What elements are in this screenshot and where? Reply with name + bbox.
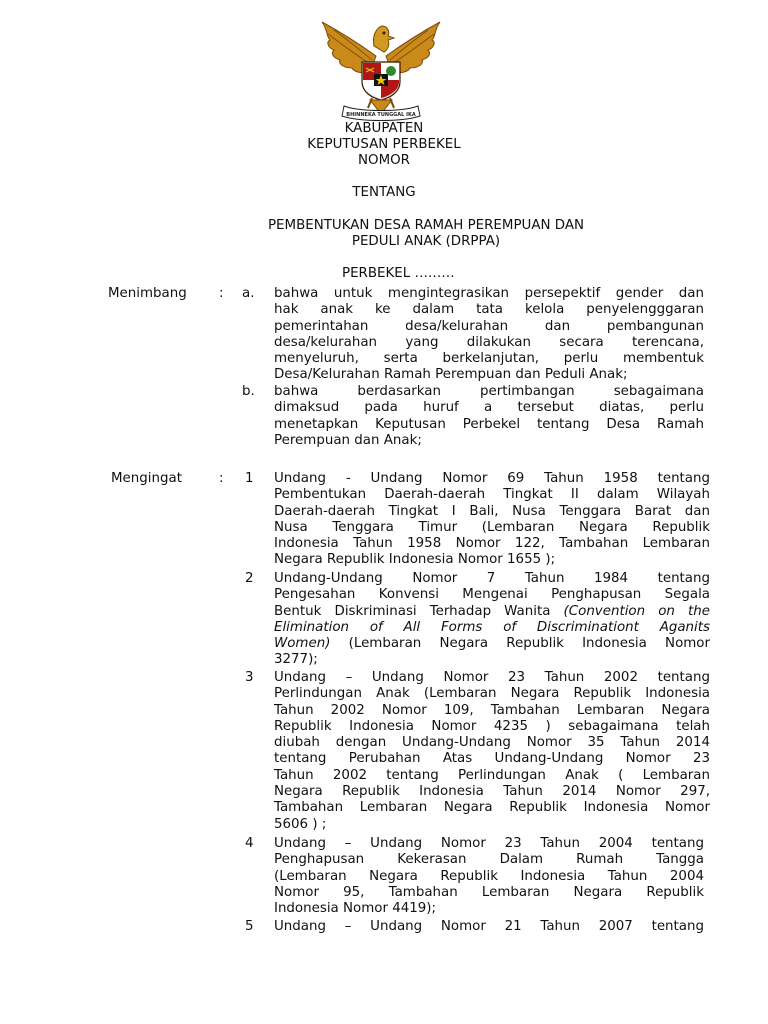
text-line: Daerah-daerah Tingkat I Bali, Nusa Tenggara Barat dan bbox=[274, 503, 710, 519]
text-line: 5606 ) ; bbox=[274, 816, 327, 832]
text-line: Undang-Undang Nomor 7 Tahun 1984 tentang bbox=[274, 571, 710, 586]
text-line: Undang - Undang Nomor 69 Tahun 1958 tentang bbox=[274, 471, 710, 486]
text-line: bahwa untuk mengintegrasikan persepektif gender dan bbox=[274, 286, 704, 301]
text-line: Nomor 95, Tambahan Lembaran Negara Republik bbox=[274, 884, 704, 900]
mengingat-marker-4: 4 bbox=[245, 836, 254, 851]
text-line: Perlindungan Anak (Lembaran Negara Republik Indonesia bbox=[274, 686, 710, 702]
text-line: Tahun 2002 Nomor 109, Tambahan Lembaran Negara bbox=[274, 702, 710, 718]
heading-keputusan: KEPUTUSAN PERBEKEL bbox=[307, 137, 461, 152]
heading-nomor: NOMOR bbox=[358, 153, 410, 168]
text-line: pemerintahan desa/kelurahan dan pembangunan bbox=[274, 318, 704, 334]
text-line: Elimination of All Forms of Discriminationt Aganits bbox=[274, 619, 710, 635]
text-line: menetapkan Keputusan Perbekel tentang Desa Ramah bbox=[274, 416, 704, 432]
text-line: menyeluruh, serta berkelanjutan, perlu membentuk bbox=[274, 351, 704, 367]
mengingat-item-4 bbox=[274, 836, 704, 917]
text-line: Nusa Tenggara Timur (Lembaran Negara Republik bbox=[274, 519, 710, 535]
text-line: hak anak ke dalam tata kelola penyelengggaran bbox=[274, 302, 704, 318]
subject-line-2: PEDULI ANAK (DRPPA) bbox=[351, 234, 501, 250]
text-line: Undang – Undang Nomor 23 Tahun 2004 tentang bbox=[274, 836, 704, 851]
emblem-motto: BHINNEKA TUNGGAL IKA bbox=[346, 112, 416, 118]
text-line: Tahun 2002 tentang Perlindungan Anak ( Lembaran bbox=[274, 767, 710, 783]
mengingat-item-5 bbox=[274, 919, 704, 935]
text-line: Republik Indonesia Nomor 4235 ) sebagaimana telah bbox=[274, 718, 710, 734]
text-line: dimaksud pada huruf a tersebut diatas, perlu bbox=[274, 400, 704, 416]
perbekel-heading: PERBEKEL ……… bbox=[342, 266, 455, 281]
text-line: Tambahan Lembaran Negara Republik Indonesia Nomor bbox=[274, 800, 710, 816]
mengingat-item-3 bbox=[274, 670, 710, 833]
text-line: Perempuan dan Anak; bbox=[274, 432, 422, 448]
mengingat-colon: : bbox=[219, 471, 224, 486]
menimbang-item-b bbox=[274, 384, 704, 449]
text-line: diubah dengan Undang-Undang Nomor 35 Tahun 2014 bbox=[274, 735, 710, 751]
text-line: Negara Republik Indonesia Nomor 1655 ); bbox=[274, 552, 556, 568]
subject-line-1: PEMBENTUKAN DESA RAMAH PEREMPUAN DAN bbox=[267, 218, 585, 233]
text-line bbox=[274, 604, 710, 620]
mengingat-label: Mengingat bbox=[111, 471, 182, 486]
decree-subject bbox=[246, 218, 606, 251]
mengingat-item-1 bbox=[274, 471, 710, 569]
italic-segment: (Convention on the bbox=[563, 603, 710, 619]
menimbang-item-a bbox=[274, 286, 704, 384]
text-line: Desa/Kelurahan Ramah Perempuan dan Peduli Anak; bbox=[274, 367, 628, 383]
mengingat-marker-3: 3 bbox=[245, 670, 254, 685]
menimbang-label: Menimbang bbox=[108, 286, 187, 301]
garuda-pancasila-emblem bbox=[314, 16, 448, 124]
text-segment: Bentuk Diskriminasi Terhadap Wanita bbox=[274, 603, 551, 619]
text-line: tentang Perubahan Atas Undang-Undang Nomor 23 bbox=[274, 751, 710, 767]
text-line: Pengesahan Konvensi Mengenai Penghapusan Segala bbox=[274, 587, 710, 603]
heading-kabupaten: KABUPATEN bbox=[344, 121, 424, 136]
mengingat-marker-5: 5 bbox=[245, 919, 254, 934]
mengingat-marker-2: 2 bbox=[245, 571, 254, 586]
text-line: bahwa berdasarkan pertimbangan sebagaimana bbox=[274, 384, 704, 399]
text-line: Negara Republik Indonesia Tahun 2014 Nomor 297, bbox=[274, 784, 710, 800]
text-line: Indonesia Nomor 4419); bbox=[274, 901, 437, 917]
text-segment: (Lembaran Negara Republik Indonesia Nomor bbox=[330, 636, 710, 652]
text-line: Penghapusan Kekerasan Dalam Rumah Tangga bbox=[274, 852, 704, 868]
text-line: Undang – Undang Nomor 23 Tahun 2002 tentang bbox=[274, 670, 710, 685]
mengingat-marker-1: 1 bbox=[245, 471, 254, 486]
text-line: Pembentukan Daerah-daerah Tingkat II dalam Wilayah bbox=[274, 487, 710, 503]
text-line: 3277); bbox=[274, 652, 318, 668]
text-line: Undang – Undang Nomor 21 Tahun 2007 tentang bbox=[274, 919, 704, 934]
menimbang-colon: : bbox=[219, 286, 224, 301]
menimbang-marker-a: a. bbox=[242, 286, 255, 301]
italic-segment: Women) bbox=[274, 636, 331, 652]
heading-tentang: TENTANG bbox=[352, 185, 416, 200]
menimbang-marker-b: b. bbox=[242, 384, 255, 399]
text-line: (Lembaran Negara Republik Indonesia Tahun 2004 bbox=[274, 868, 704, 884]
mengingat-item-2 bbox=[274, 571, 710, 669]
text-line bbox=[274, 636, 710, 652]
text-line: Indonesia Tahun 1958 Nomor 122, Tambahan Lembaran bbox=[274, 536, 710, 552]
text-line: desa/kelurahan yang dilakukan secara terencana, bbox=[274, 334, 704, 350]
